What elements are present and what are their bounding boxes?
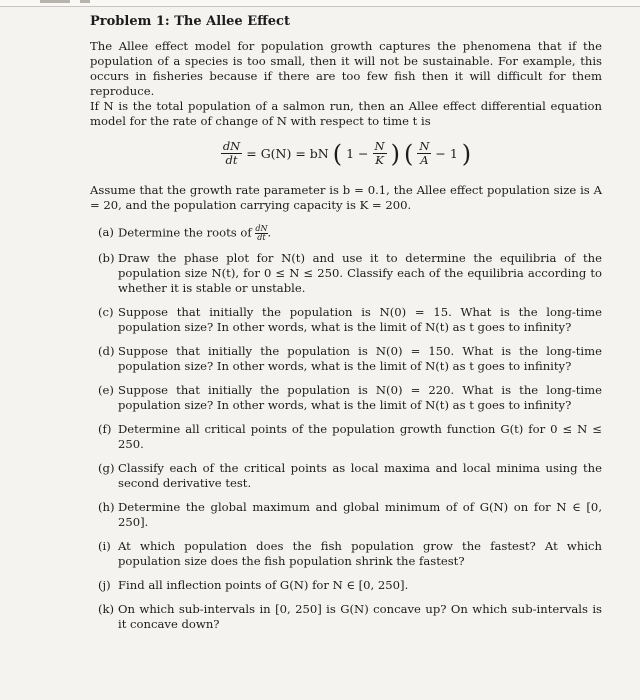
part-item: (f) Determine all critical points of the population growth function G(t) for 0 ≤ N ≤ 250. [98, 422, 602, 451]
top-edge [0, 0, 640, 7]
N-over-A: $\frac{N}{A}$ [419, 139, 430, 167]
allee-equation: $\frac{dN}{dt}$ = G(N) = bN ( 1 − $\frac{N}{K}$ ) ( $\frac{N}{A}$ − 1 ) [222, 139, 472, 168]
problem-title: Problem 1: The Allee Effect [90, 14, 290, 29]
parts-list [90, 225, 602, 632]
part-item: (e) Suppose that initially the population is N(0) = 220. What is the long-time population size? In other words, what is the limit of N(t) as t goes to infinity? [98, 383, 602, 412]
part-item: (k) On which sub-intervals in [0, 250] is G(N) concave up? On which sub-intervals is it concave down? [98, 602, 602, 631]
part-item: (b) Draw the phase plot for N(t) and use it to determine the equilibria of the population size N(t), for 0 ≤ N ≤ 250. Classify each of the equilibria according to whether it is stable or unstable. [98, 251, 602, 295]
N-over-K: $\frac{N}{K}$ [374, 139, 385, 167]
part-item: (j) Find all inflection points of G(N) for N ∈ [0, 250]. [98, 578, 409, 592]
part-item: (d) Suppose that initially the population is N(0) = 150. What is the long-time population size? In other words, what is the limit of N(t) as t goes to infinity? [98, 344, 602, 373]
intro-paragraph-1: The Allee effect model for population growth captures the phenomena that if the population of a species is too small, then it will not be sustainable. For example, this occurs in fisheries because if there are too few fish then it will difficult for them reproduce. [90, 39, 602, 98]
intro-paragraph-2: If N is the total population of a salmon run, then an Allee effect differential equation model for the rate of change of N with respect to time t is [90, 99, 602, 128]
part-item: (a) Determine the roots of $\frac{dN}{dt}$ . [98, 224, 272, 242]
part-item: (h) Determine the global maximum and global minimum of of G(N) on for N ∈ [0, 250]. [98, 500, 602, 529]
dN-dt-fraction: $\frac{dN}{dt}$ [222, 139, 241, 167]
part-item: (i) At which population does the fish population grow the fastest? At which population size does the fish population shrink the fastest? [98, 539, 602, 568]
part-a-fraction: $\frac{dN}{dt}$ [255, 224, 268, 242]
problem-page [90, 14, 602, 641]
equation-middle: = G(N) = bN [246, 146, 329, 161]
part-item: (g) Classify each of the critical points as local maxima and local minima using the second derivative test. [98, 461, 602, 490]
one-minus: 1 − [346, 146, 369, 161]
part-item: (c) Suppose that initially the population is N(0) = 15. What is the long-time population size? In other words, what is the limit of N(t) as t goes to infinity? [98, 305, 602, 334]
top-edge-mark [80, 0, 90, 3]
minus-one: − 1 [435, 146, 458, 161]
top-edge-mark [40, 0, 70, 3]
assumptions-paragraph: Assume that the growth rate parameter is b = 0.1, the Allee effect population size is A = 20, and the population carrying capacity is K = 200. [90, 183, 602, 212]
